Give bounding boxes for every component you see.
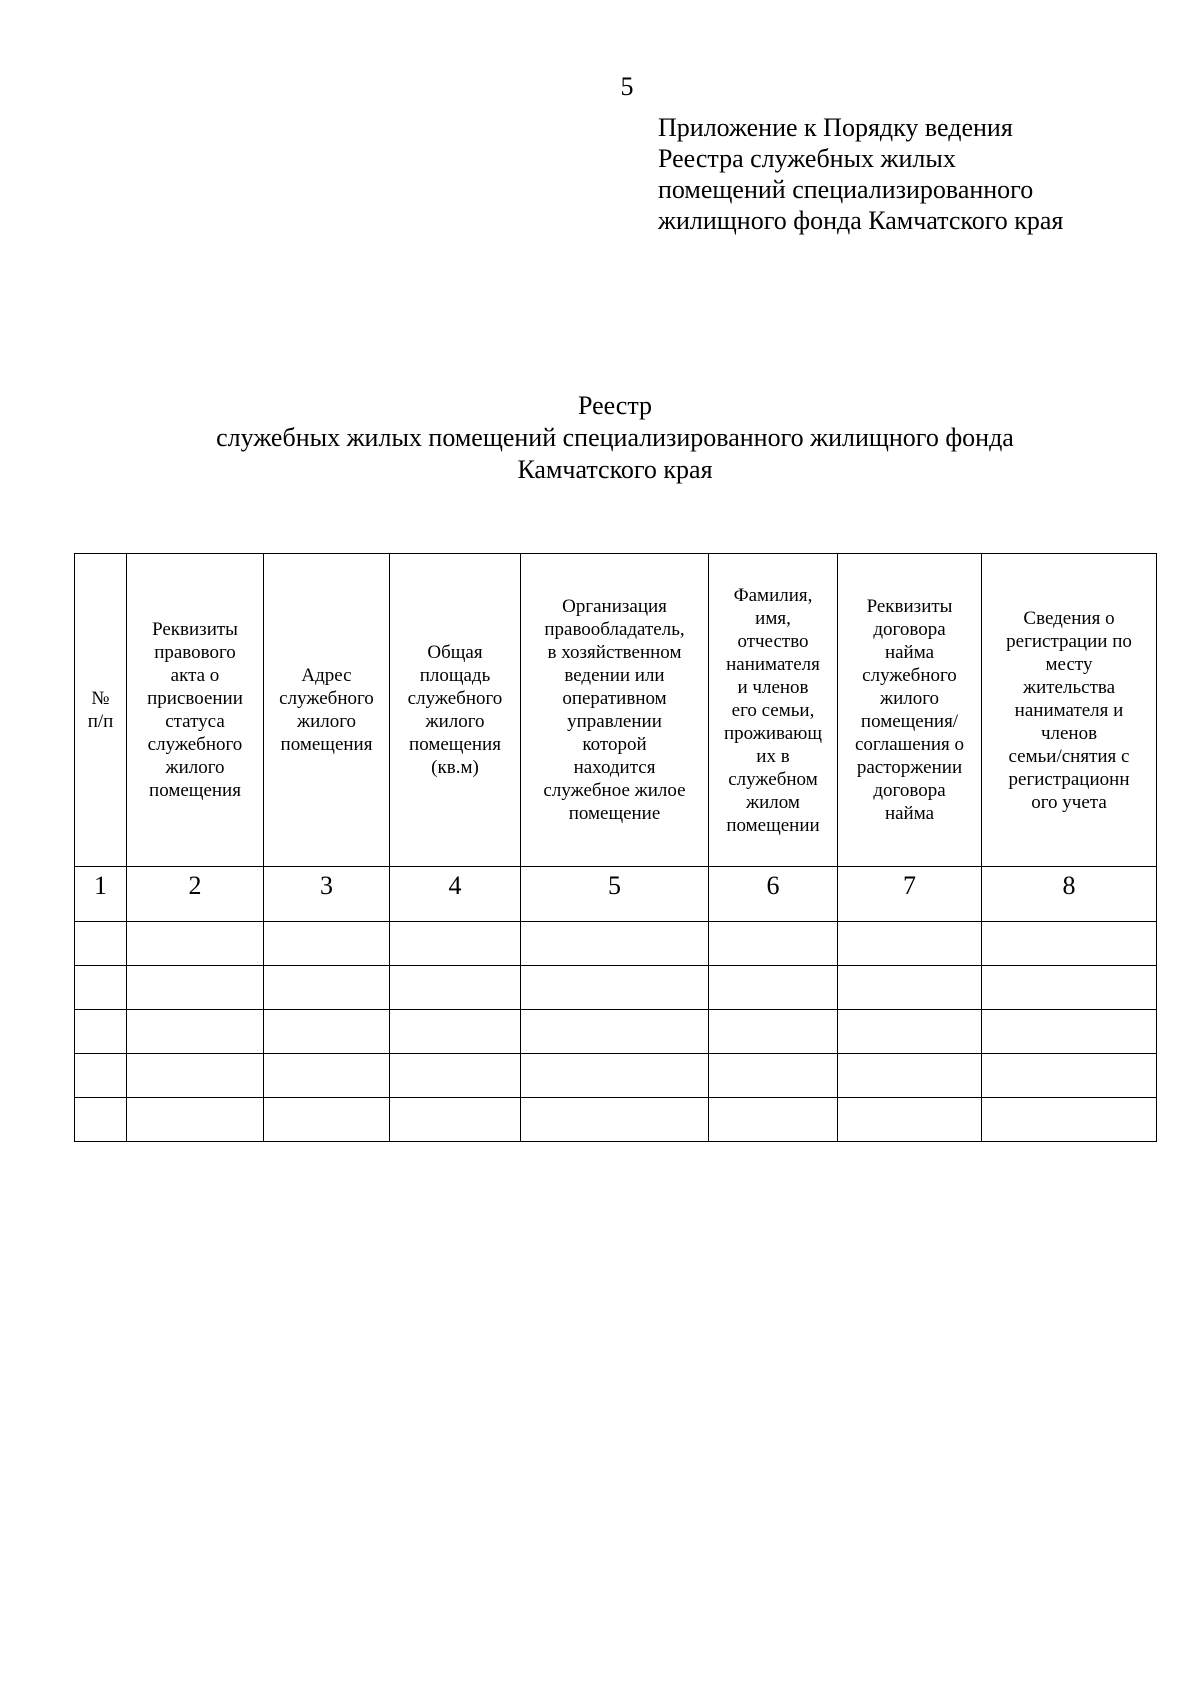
- table-cell: [264, 966, 390, 1010]
- table-cell: [75, 922, 127, 966]
- table-cell: [521, 922, 709, 966]
- appendix-line: Реестра служебных жилых: [658, 144, 956, 173]
- table-cell: [709, 966, 838, 1010]
- registry-table: [74, 553, 1157, 1142]
- table-cell: [127, 1054, 264, 1098]
- header-cell-registration: [982, 554, 1157, 867]
- column-number: 8: [982, 867, 1157, 922]
- table-cell: [264, 1054, 390, 1098]
- table-cell: [838, 1010, 982, 1054]
- header-text: Реквизиты договора найма служебного жилого помещения/ соглашения о расторжении договора найма: [854, 596, 965, 824]
- header-text: Фамилия, имя, отчество нанимателя и членов его семьи, проживающ их в служебном жилом помещении: [724, 584, 822, 836]
- table-row: [75, 1098, 1157, 1142]
- header-cell-tenant: [709, 554, 838, 867]
- title-line: служебных жилых помещений специализированного жилищного фонда: [216, 423, 1014, 452]
- header-text: Сведения о регистрации по месту жительства нанимателя и членов семьи/снятия с регистрационн ого учета: [1006, 607, 1132, 813]
- table-cell: [390, 1098, 521, 1142]
- table-cell: [709, 1054, 838, 1098]
- table-cell: [521, 966, 709, 1010]
- table-cell: [264, 922, 390, 966]
- table-cell: [127, 1098, 264, 1142]
- table-cell: [709, 1010, 838, 1054]
- column-number: 6: [709, 867, 838, 922]
- table-cell: [982, 1054, 1157, 1098]
- header-cell-contract: [838, 554, 982, 867]
- table-cell: [390, 1010, 521, 1054]
- table-cell: [75, 966, 127, 1010]
- appendix-line: Приложение к Порядку ведения: [658, 113, 1013, 142]
- column-number: 4: [390, 867, 521, 922]
- table-cell: [838, 922, 982, 966]
- table-cell: [838, 1054, 982, 1098]
- table-row: [75, 922, 1157, 966]
- column-number-row: [75, 867, 1157, 922]
- header-cell-organization: [521, 554, 709, 867]
- table-row: [75, 1010, 1157, 1054]
- table-cell: [838, 1098, 982, 1142]
- table-cell: [75, 1054, 127, 1098]
- appendix-note: [658, 112, 1118, 236]
- header-text: Общая площадь служебного жилого помещения (кв.м): [407, 642, 503, 778]
- table-cell: [390, 922, 521, 966]
- table-cell: [838, 966, 982, 1010]
- header-text: Организация правообладатель, в хозяйственном ведении или оперативном управлении которой находится служебное жилое помещение: [543, 596, 686, 824]
- header-text: Реквизиты правового акта о присвоении статуса служебного жилого помещения: [147, 619, 243, 801]
- table-cell: [390, 966, 521, 1010]
- table-cell: [709, 922, 838, 966]
- title-line: Реестр: [577, 391, 653, 420]
- table-cell: [264, 1010, 390, 1054]
- table-cell: [521, 1010, 709, 1054]
- table-cell: [127, 1010, 264, 1054]
- table-cell: [521, 1054, 709, 1098]
- title-line: Камчатского края: [517, 455, 713, 484]
- table-cell: [127, 922, 264, 966]
- document-title: [0, 390, 1200, 486]
- column-number: 2: [127, 867, 264, 922]
- header-cell-area: [390, 554, 521, 867]
- table-cell: [75, 1098, 127, 1142]
- header-cell-number: [75, 554, 127, 867]
- column-number: 7: [838, 867, 982, 922]
- table-cell: [390, 1054, 521, 1098]
- header-text: № п/п: [87, 688, 114, 732]
- header-row: [75, 554, 1157, 867]
- header-cell-legal-act: [127, 554, 264, 867]
- table-cell: [264, 1098, 390, 1142]
- table-cell: [709, 1098, 838, 1142]
- column-number: 5: [521, 867, 709, 922]
- table-cell: [127, 966, 264, 1010]
- table-row: [75, 1054, 1157, 1098]
- table-cell: [521, 1098, 709, 1142]
- header-text: Адрес служебного жилого помещения: [279, 665, 374, 755]
- table-cell: [982, 1010, 1157, 1054]
- page-number: 5: [620, 72, 634, 101]
- table-cell: [75, 1010, 127, 1054]
- header-cell-address: [264, 554, 390, 867]
- appendix-line: жилищного фонда Камчатского края: [658, 206, 1064, 235]
- table-cell: [982, 966, 1157, 1010]
- table-cell: [982, 1098, 1157, 1142]
- table-row: [75, 966, 1157, 1010]
- appendix-line: помещений специализированного: [658, 175, 1034, 204]
- column-number: 1: [75, 867, 127, 922]
- table-cell: [982, 922, 1157, 966]
- column-number: 3: [264, 867, 390, 922]
